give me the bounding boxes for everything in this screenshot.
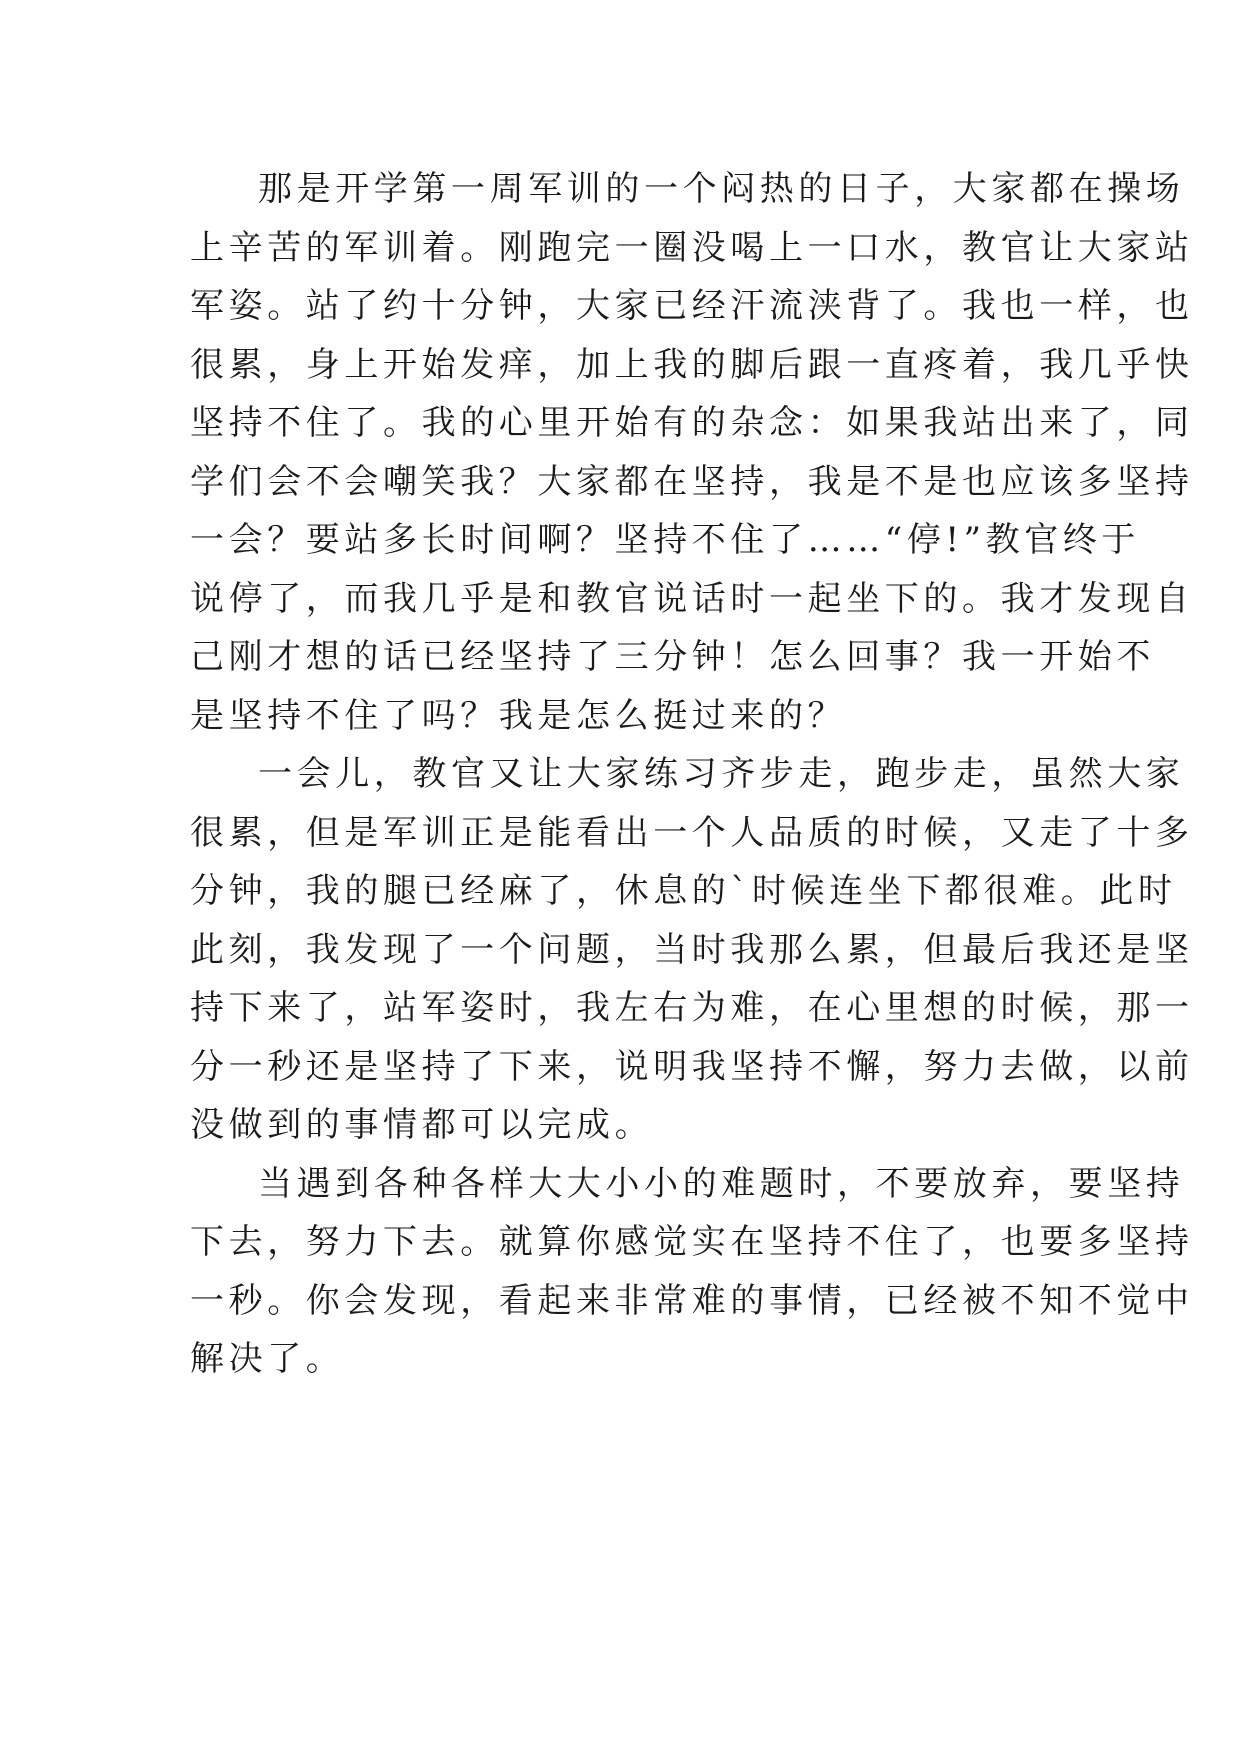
- paragraph-line: 解决了。: [190, 1339, 345, 1379]
- paragraph-line: 一会？要站多长时间啊？坚持不住了……“停!”教官终于: [190, 520, 1141, 560]
- paragraph-line: 分一秒还是坚持了下来，说明我坚持不懈，努力去做，以前: [190, 1046, 1194, 1087]
- paragraph-2: [190, 745, 1194, 1155]
- paragraph-line: 下去，努力下去。就算你感觉实在坚持不住了，也要多坚持: [190, 1222, 1194, 1262]
- paragraph-line: 分钟，我的腿已经麻了，休息的`时候连坐下都很难。此时: [190, 871, 1177, 911]
- paragraph-line: 己刚才想的话已经坚持了三分钟！怎么回事？我一开始不: [190, 637, 1155, 677]
- paragraph-1: [190, 160, 1194, 745]
- paragraph-line: 当遇到各种各样大大小小的难题时，不要放弃，要坚持: [258, 1163, 1185, 1204]
- paragraph-line: 学们会不会嘲笑我？大家都在坚持，我是不是也应该多坚持: [190, 461, 1194, 502]
- paragraph-line: 是坚持不住了吗？我是怎么挺过来的？: [190, 695, 847, 736]
- essay-body: [190, 160, 1194, 1389]
- paragraph-line: 一会儿，教官又让大家练习齐步走，跑步走，虽然大家: [258, 754, 1185, 794]
- paragraph-line: 很累，身上开始发痒，加上我的脚后跟一直疼着，我几乎快: [190, 344, 1194, 385]
- paragraph-line: 军姿。站了约十分钟，大家已经汗流浃背了。我也一样，也: [190, 286, 1194, 326]
- paragraph-line: 此刻，我发现了一个问题，当时我那么累，但最后我还是坚: [190, 929, 1194, 970]
- paragraph-line: 坚持不住了。我的心里开始有的杂念：如果我站出来了，同: [190, 403, 1194, 443]
- paragraph-line: 持下来了，站军姿时，我左右为难，在心里想的时候，那一: [190, 988, 1194, 1028]
- paragraph-3: [190, 1155, 1194, 1389]
- paragraph-line: 很累，但是军训正是能看出一个人品质的时候，又走了十多: [190, 812, 1194, 853]
- paragraph-line: 那是开学第一周军训的一个闷热的日子，大家都在操场: [258, 169, 1185, 209]
- paragraph-line: 上辛苦的军训着。刚跑完一圈没喝上一口水，教官让大家站: [190, 227, 1194, 268]
- paragraph-line: 说停了，而我几乎是和教官说话时一起坐下的。我才发现自: [190, 578, 1194, 619]
- paragraph-line: 一秒。你会发现，看起来非常难的事情，已经被不知不觉中: [190, 1280, 1194, 1321]
- paragraph-line: 没做到的事情都可以完成。: [190, 1105, 654, 1145]
